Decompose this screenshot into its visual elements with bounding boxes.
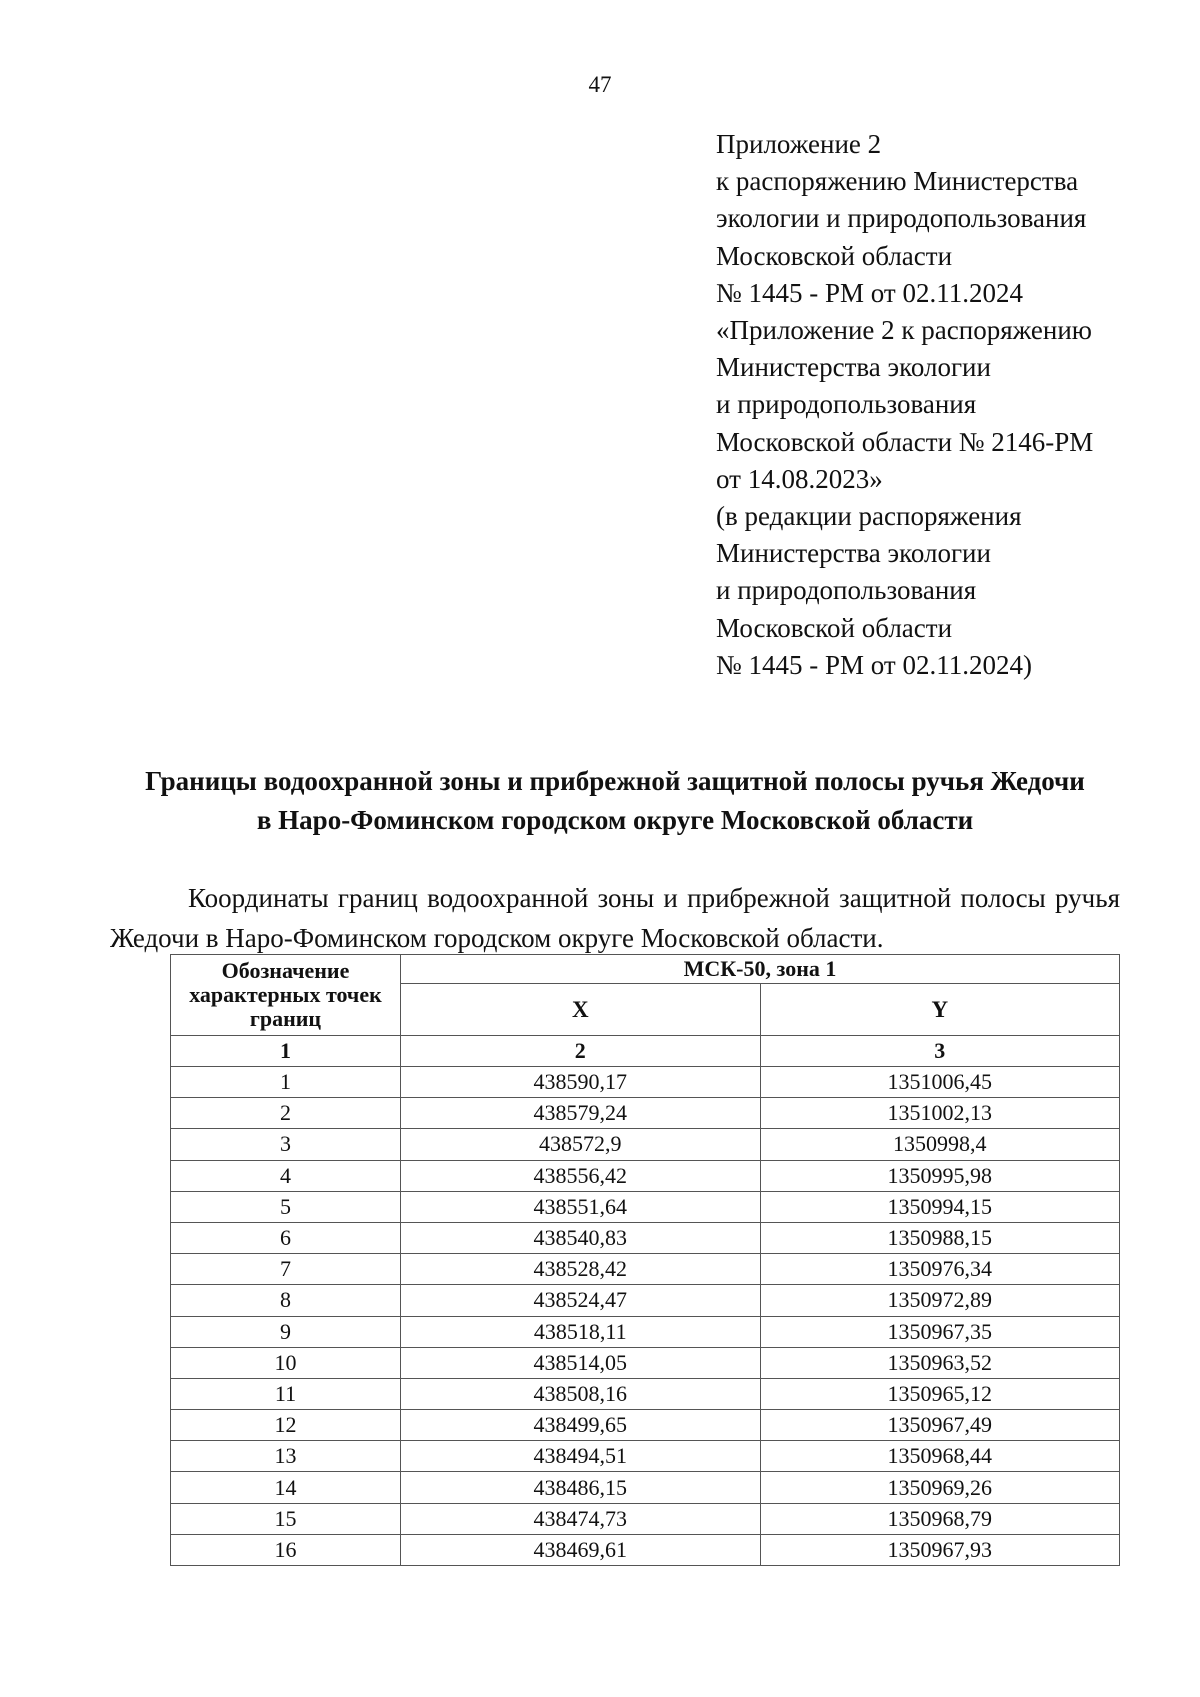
table-row: [171, 1129, 1120, 1160]
x-coordinate-cell: 438540,83: [401, 1222, 761, 1253]
x-coordinate-cell: 438556,42: [401, 1160, 761, 1191]
coordinates-table: [170, 954, 1120, 1566]
table-row: [171, 1503, 1120, 1534]
table-row: [171, 1534, 1120, 1565]
table-row: [171, 1067, 1120, 1098]
y-coordinate-cell: 1350967,49: [760, 1410, 1120, 1441]
appendix-line: № 1445 - РМ от 02.11.2024: [716, 277, 1023, 308]
column-number: 2: [401, 1036, 761, 1067]
header-y: Y: [760, 984, 1120, 1036]
x-coordinate-cell: 438572,9: [401, 1129, 761, 1160]
y-coordinate-cell: 1351002,13: [760, 1098, 1120, 1129]
appendix-line: от 14.08.2023»: [716, 463, 883, 494]
appendix-line: Приложение 2: [716, 129, 882, 159]
y-coordinate-cell: 1350969,26: [760, 1472, 1120, 1503]
y-coordinate-cell: 1351006,45: [760, 1067, 1120, 1098]
y-coordinate-cell: 1350995,98: [760, 1160, 1120, 1191]
x-coordinate-cell: 438474,73: [401, 1503, 761, 1534]
document-title-line: в Наро-Фоминском городском округе Московской области: [256, 805, 974, 835]
y-coordinate-cell: 1350967,35: [760, 1316, 1120, 1347]
point-number-cell: 5: [171, 1191, 401, 1222]
x-coordinate-cell: 438469,61: [401, 1534, 761, 1565]
appendix-line: Московской области № 2146-РМ: [716, 426, 1094, 457]
point-number-cell: 1: [171, 1067, 401, 1098]
appendix-line: и природопользования: [716, 575, 977, 606]
appendix-reference: [716, 126, 1176, 684]
y-coordinate-cell: 1350976,34: [760, 1254, 1120, 1285]
table-row: [171, 1441, 1120, 1472]
appendix-line: «Приложение 2 к распоряжению: [716, 315, 1092, 346]
point-number-cell: 12: [171, 1410, 401, 1441]
document-title-line: Границы водоохранной зоны и прибрежной защитной полосы ручья Жедочи: [145, 766, 1085, 796]
point-number-cell: 10: [171, 1347, 401, 1378]
point-number-cell: 3: [171, 1129, 401, 1160]
appendix-line: Московской области: [716, 240, 953, 271]
x-coordinate-cell: 438524,47: [401, 1285, 761, 1316]
point-number-cell: 2: [171, 1098, 401, 1129]
table-row: [171, 1222, 1120, 1253]
table-row: [171, 1347, 1120, 1378]
point-number-cell: 15: [171, 1503, 401, 1534]
x-coordinate-cell: 438528,42: [401, 1254, 761, 1285]
point-number-cell: 16: [171, 1534, 401, 1565]
point-number-cell: 8: [171, 1285, 401, 1316]
table-row: [171, 1191, 1120, 1222]
header-point-designation: Обозначение характерных точек границ: [171, 955, 401, 1036]
y-coordinate-cell: 1350994,15: [760, 1191, 1120, 1222]
point-number-cell: 4: [171, 1160, 401, 1191]
column-number: 3: [760, 1036, 1120, 1067]
appendix-line: экологии и природопользования: [716, 203, 1087, 234]
table-body: [171, 1067, 1120, 1566]
header-coordinate-system: МСК-50, зона 1: [401, 955, 1120, 984]
table-row: [171, 1472, 1120, 1503]
appendix-line: Министерства экологии: [716, 352, 991, 383]
x-coordinate-cell: 438518,11: [401, 1316, 761, 1347]
x-coordinate-cell: 438494,51: [401, 1441, 761, 1472]
x-coordinate-cell: 438579,24: [401, 1098, 761, 1129]
table-row: [171, 1410, 1120, 1441]
y-coordinate-cell: 1350963,52: [760, 1347, 1120, 1378]
page-number: 47: [588, 72, 612, 97]
y-coordinate-cell: 1350968,44: [760, 1441, 1120, 1472]
point-number-cell: 14: [171, 1472, 401, 1503]
point-number-cell: 9: [171, 1316, 401, 1347]
y-coordinate-cell: 1350967,93: [760, 1534, 1120, 1565]
y-coordinate-cell: 1350965,12: [760, 1378, 1120, 1409]
appendix-line: Министерства экологии: [716, 538, 991, 569]
x-coordinate-cell: 438551,64: [401, 1191, 761, 1222]
x-coordinate-cell: 438508,16: [401, 1378, 761, 1409]
x-coordinate-cell: 438486,15: [401, 1472, 761, 1503]
point-number-cell: 6: [171, 1222, 401, 1253]
table-row: [171, 1378, 1120, 1409]
table-row: [171, 1160, 1120, 1191]
table-row: [171, 1285, 1120, 1316]
document-title: [80, 762, 1150, 840]
y-coordinate-cell: 1350968,79: [760, 1503, 1120, 1534]
point-number-cell: 11: [171, 1378, 401, 1409]
header-x: X: [401, 984, 761, 1036]
table-row: [171, 1098, 1120, 1129]
y-coordinate-cell: 1350988,15: [760, 1222, 1120, 1253]
intro-paragraph: Координаты границ водоохранной зоны и прибрежной защитной полосы ручья Жедочи в Наро-Фоминском городском округе Московской области.: [110, 883, 1120, 953]
point-number-cell: 13: [171, 1441, 401, 1472]
appendix-line: № 1445 - РМ от 02.11.2024): [716, 649, 1032, 680]
x-coordinate-cell: 438514,05: [401, 1347, 761, 1378]
y-coordinate-cell: 1350972,89: [760, 1285, 1120, 1316]
column-number: 1: [171, 1036, 401, 1067]
table-row: [171, 1254, 1120, 1285]
point-number-cell: 7: [171, 1254, 401, 1285]
x-coordinate-cell: 438590,17: [401, 1067, 761, 1098]
x-coordinate-cell: 438499,65: [401, 1410, 761, 1441]
table-row: [171, 1316, 1120, 1347]
appendix-line: Московской области: [716, 612, 953, 643]
y-coordinate-cell: 1350998,4: [760, 1129, 1120, 1160]
appendix-line: к распоряжению Министерства: [716, 166, 1079, 197]
appendix-line: и природопользования: [716, 389, 977, 420]
appendix-line: (в редакции распоряжения: [716, 501, 1022, 532]
